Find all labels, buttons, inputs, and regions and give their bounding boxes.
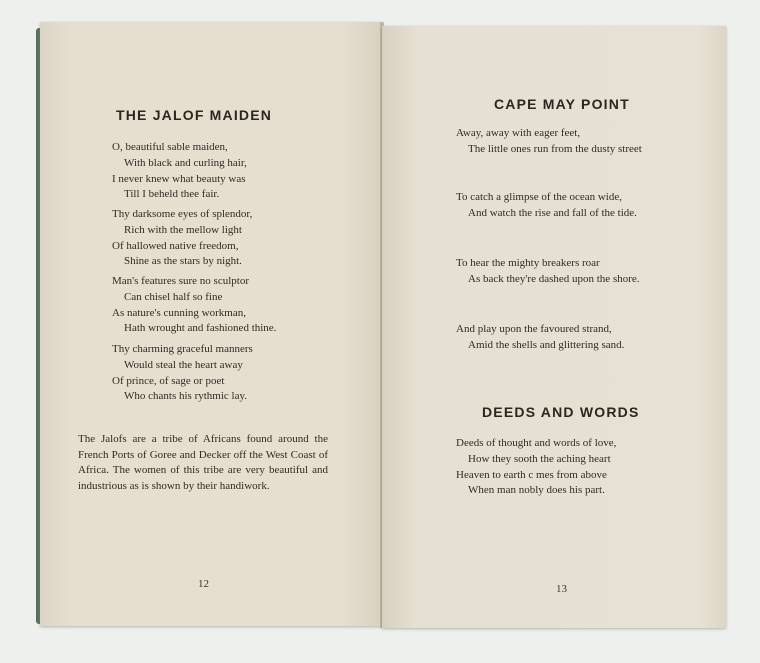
- poem-line: Thy charming graceful manners: [112, 343, 253, 355]
- poem-line: Thy darksome eyes of splendor,: [112, 208, 253, 220]
- open-booklet: [36, 22, 726, 630]
- poem-line: To catch a glimpse of the ocean wide,: [456, 191, 622, 203]
- poem-line: Heaven to earth c mes from above: [456, 468, 607, 481]
- poem-line: I never knew what beauty was: [112, 172, 246, 185]
- poem-line: Would steal the heart away: [124, 358, 243, 371]
- poem-line: How they sooth the aching heart: [468, 452, 611, 465]
- poem-line: Amid the shells and glittering sand.: [468, 338, 625, 351]
- poem-line: And watch the rise and fall of the tide.: [468, 206, 637, 219]
- left-page: [40, 22, 382, 626]
- poem-line: Rich with the mellow light: [124, 223, 242, 236]
- page-number: 13: [556, 583, 567, 595]
- poem-line: Deeds of thought and words of love,: [456, 437, 617, 449]
- poem-line: Can chisel half so fine: [124, 290, 223, 303]
- poem-line: Man's features sure no sculptor: [112, 275, 250, 287]
- stanza: [456, 436, 616, 499]
- stanza: [456, 126, 642, 158]
- poem-title-cape-may-point: CAPE MAY POINT: [494, 96, 630, 112]
- poem-title-deeds-and-words: DEEDS AND WORDS: [482, 404, 640, 420]
- poem-line: Of hallowed native freedom,: [112, 239, 239, 252]
- poem-line: Shine as the stars by night.: [124, 255, 242, 268]
- footnote-jalofs: The Jalofs are a tribe of Africans found around the French Ports of Goree and Decker off the West Coast of Africa. The women of this tribe are very beautiful and industrious as is shown by their handiwork.: [78, 433, 328, 492]
- stanza: [112, 274, 276, 337]
- poem-line: As back they're dashed upon the shore.: [468, 272, 640, 285]
- poem-line: When man nobly does his part.: [468, 484, 605, 497]
- poem-line: Away, away with eager feet,: [456, 127, 581, 139]
- stanza: [456, 322, 624, 354]
- poem-line: O, beautiful sable maiden,: [112, 141, 228, 153]
- right-page: [382, 26, 726, 628]
- page-number: 12: [198, 578, 209, 590]
- poem-title-jalof-maiden: THE JALOF MAIDEN: [116, 107, 273, 123]
- poem-line: And play upon the favoured strand,: [456, 323, 612, 335]
- poem-line: Who chants his rythmic lay.: [124, 390, 248, 403]
- stanza: [456, 190, 637, 222]
- poem-line: Of prince, of sage or poet: [112, 374, 225, 387]
- poem-line: Hath wrought and fashioned thine.: [124, 322, 277, 335]
- poem-line: To hear the mighty breakers roar: [456, 257, 600, 269]
- poem-line: Till I beheld thee fair.: [124, 188, 220, 201]
- stanza: [112, 207, 252, 270]
- stanza: [112, 140, 247, 203]
- stanza: [112, 342, 253, 405]
- poem-line: As nature's cunning workman,: [112, 306, 246, 319]
- stanza: [456, 256, 640, 288]
- poem-line: With black and curling hair,: [124, 156, 247, 169]
- poem-line: The little ones run from the dusty street: [468, 142, 642, 155]
